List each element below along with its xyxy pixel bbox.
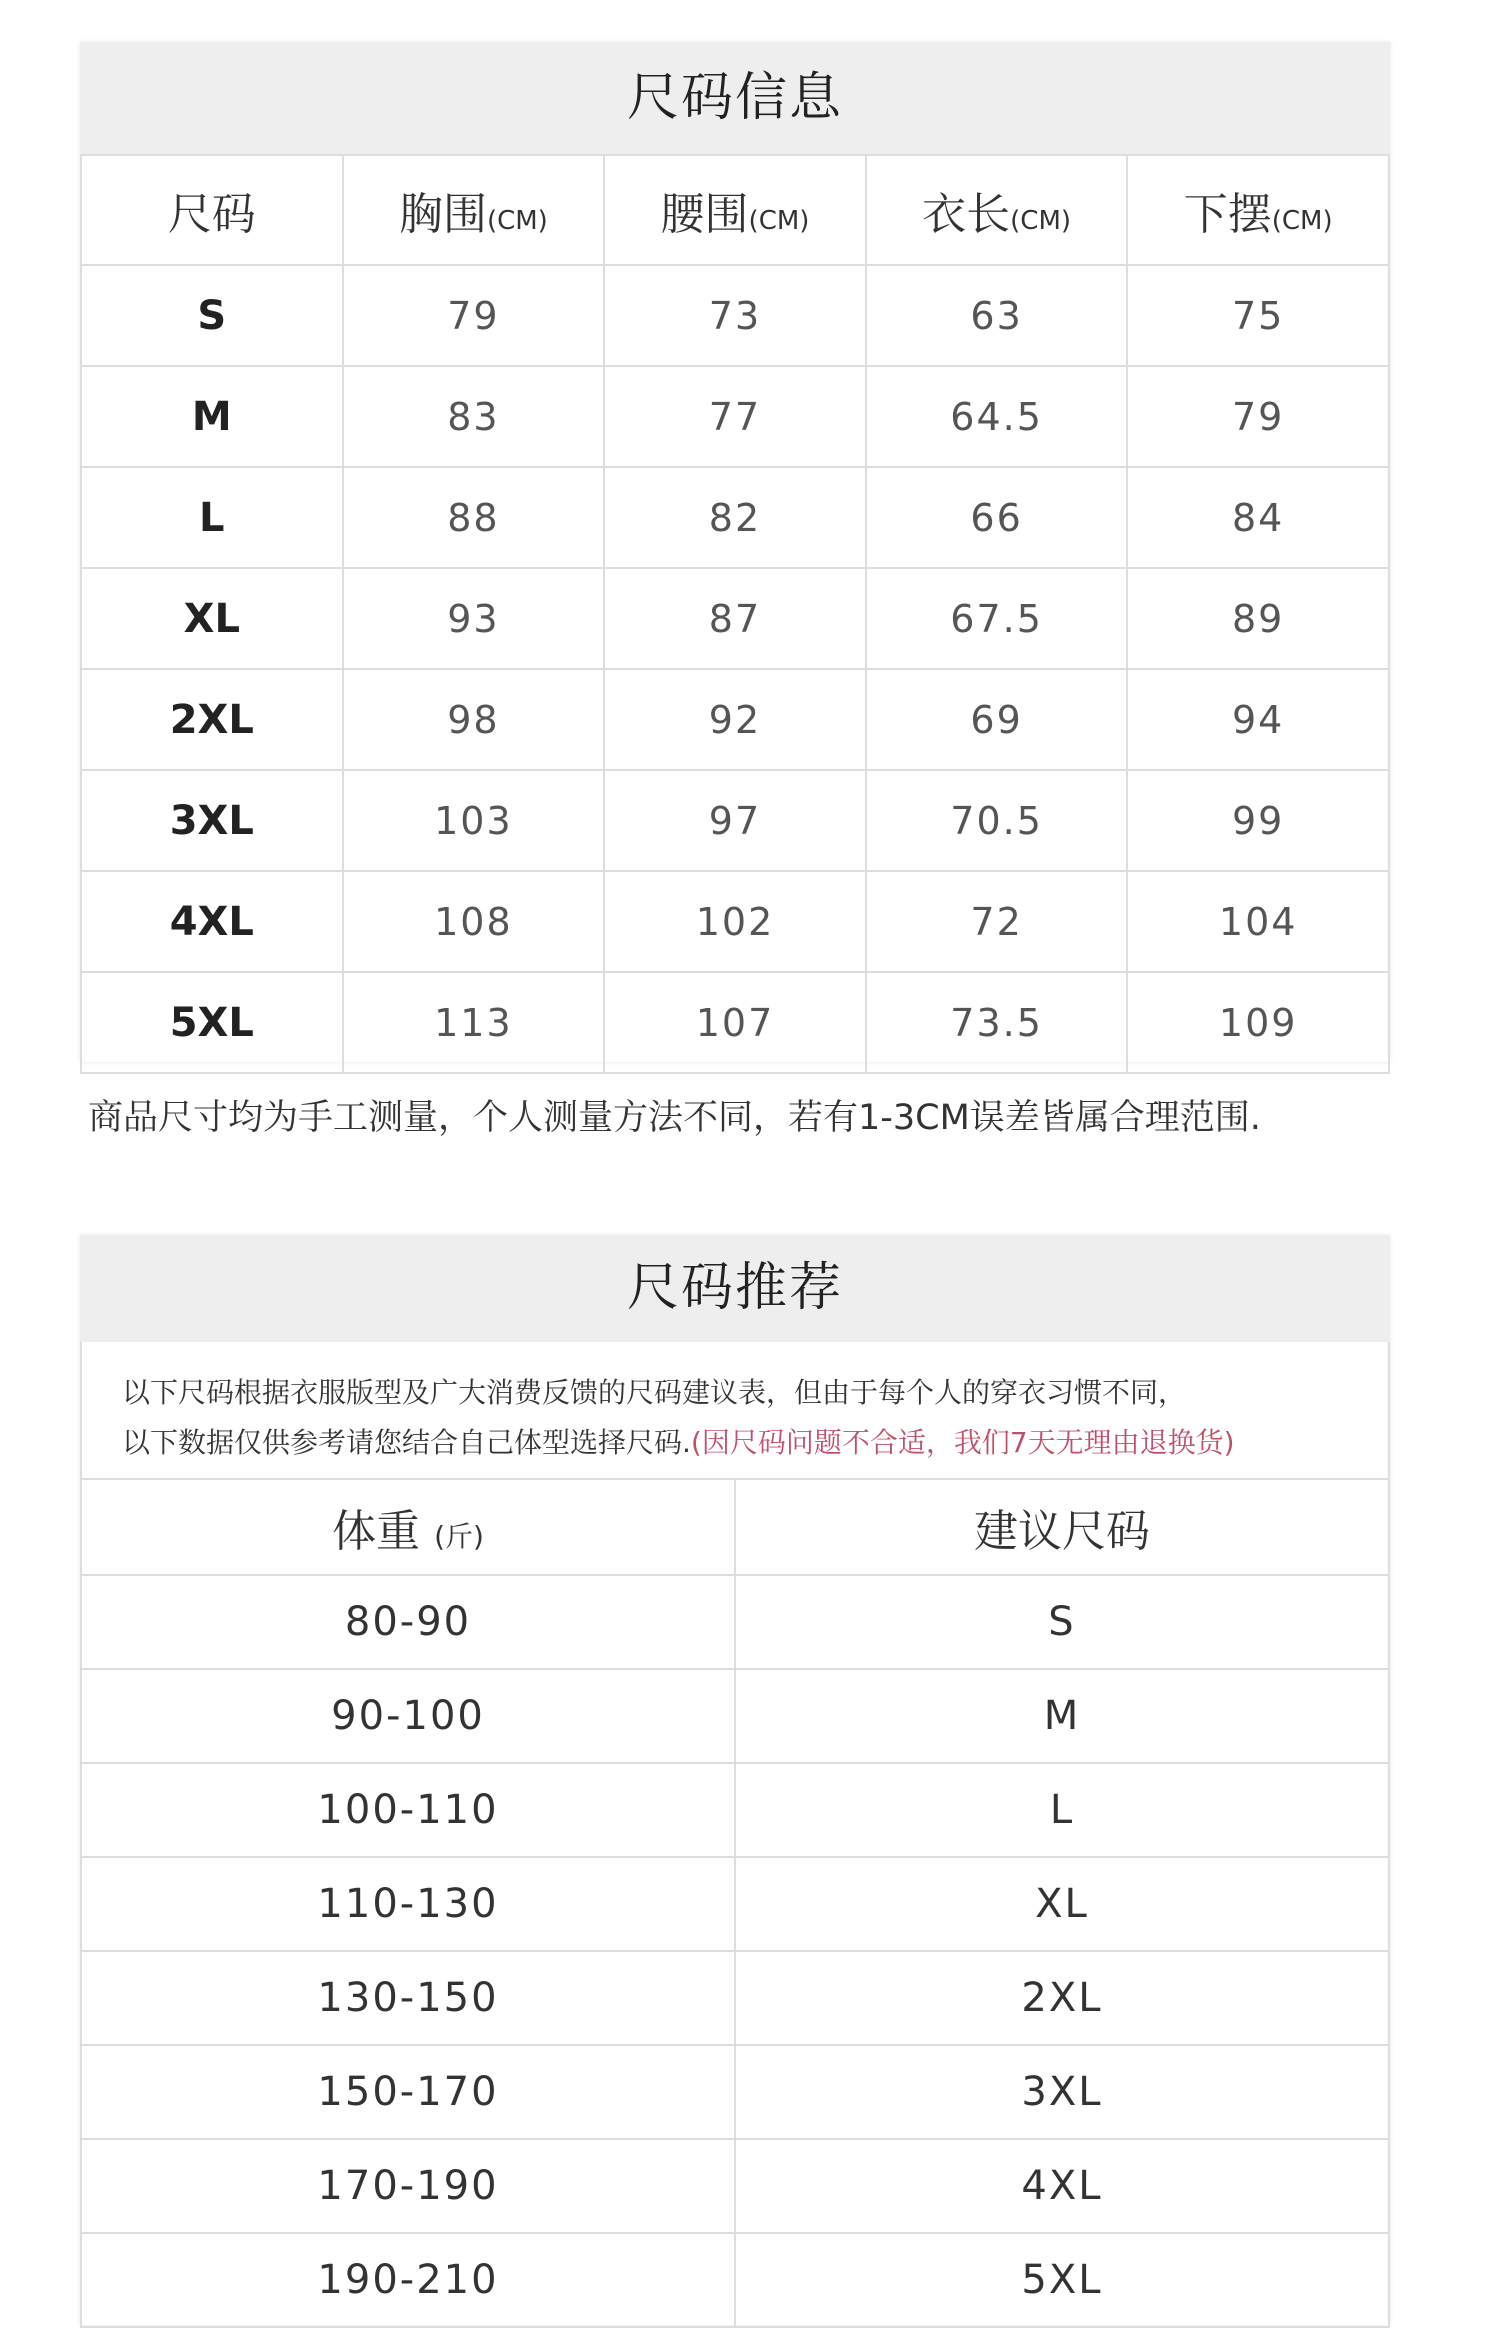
header-weight	[81, 1479, 735, 1575]
hem-cell: 89	[1127, 568, 1389, 669]
size-cell: 5XL	[81, 972, 343, 1073]
table-row	[81, 871, 1389, 972]
size-info-table	[80, 154, 1390, 1074]
suggested-size-cell: 2XL	[735, 1951, 1389, 2045]
length-cell: 73.5	[866, 972, 1128, 1073]
size-cell: 4XL	[81, 871, 343, 972]
chest-cell: 108	[343, 871, 605, 972]
table-row	[81, 265, 1389, 366]
table-row	[81, 2045, 1389, 2139]
waist-cell: 82	[604, 467, 866, 568]
suggested-size-cell: L	[735, 1763, 1389, 1857]
table-row	[81, 2233, 1389, 2327]
chest-cell: 88	[343, 467, 605, 568]
waist-cell: 92	[604, 669, 866, 770]
header-waist	[604, 155, 866, 265]
hem-cell: 94	[1127, 669, 1389, 770]
desc-line-2	[122, 1418, 1348, 1468]
length-cell: 64.5	[866, 366, 1128, 467]
suggested-size-cell: S	[735, 1575, 1389, 1669]
size-info-section	[80, 42, 1390, 1062]
size-cell: XL	[81, 568, 343, 669]
chest-cell: 93	[343, 568, 605, 669]
table-row	[81, 972, 1389, 1073]
suggested-size-cell: XL	[735, 1857, 1389, 1951]
waist-cell: 77	[604, 366, 866, 467]
chest-cell: 79	[343, 265, 605, 366]
header-label: 腰围	[660, 189, 749, 240]
hem-cell: 109	[1127, 972, 1389, 1073]
weight-cell: 170-190	[81, 2139, 735, 2233]
size-cell: 3XL	[81, 770, 343, 871]
size-cell: S	[81, 265, 343, 366]
weight-cell: 110-130	[81, 1857, 735, 1951]
waist-cell: 73	[604, 265, 866, 366]
table-row	[81, 1763, 1389, 1857]
return-policy-note: (因尺码问题不合适，我们7天无理由退换货)	[690, 1426, 1235, 1459]
size-info-title: 尺码信息	[80, 42, 1390, 154]
desc-line-2-text: 以下数据仅供参考请您结合自己体型选择尺码.	[122, 1426, 691, 1459]
header-suggested-size	[735, 1479, 1389, 1575]
table-row	[81, 770, 1389, 871]
header-hem	[1127, 155, 1389, 265]
size-rec-header-row	[81, 1479, 1389, 1575]
hem-cell: 75	[1127, 265, 1389, 366]
length-cell: 72	[866, 871, 1128, 972]
size-rec-table	[80, 1478, 1390, 2328]
size-rec-description	[80, 1342, 1390, 1478]
header-label: 下摆	[1183, 189, 1272, 240]
size-cell: 2XL	[81, 669, 343, 770]
weight-cell: 190-210	[81, 2233, 735, 2327]
table-row	[81, 467, 1389, 568]
chest-cell: 83	[343, 366, 605, 467]
hem-cell: 84	[1127, 467, 1389, 568]
table-row	[81, 1951, 1389, 2045]
weight-cell: 100-110	[81, 1763, 735, 1857]
header-unit: (CM)	[1271, 206, 1333, 236]
size-info-header-row	[81, 155, 1389, 265]
size-cell: L	[81, 467, 343, 568]
size-rec-section	[80, 1235, 1390, 2325]
header-unit: (CM)	[486, 206, 548, 236]
table-row	[81, 568, 1389, 669]
table-row	[81, 1575, 1389, 1669]
header-label: 胸围	[398, 189, 487, 240]
chest-cell: 98	[343, 669, 605, 770]
waist-cell: 87	[604, 568, 866, 669]
table-row	[81, 2139, 1389, 2233]
table-row	[81, 1669, 1389, 1763]
suggested-size-cell: 3XL	[735, 2045, 1389, 2139]
header-label: 衣长	[922, 189, 1011, 240]
header-size	[81, 155, 343, 265]
length-cell: 66	[866, 467, 1128, 568]
header-length	[866, 155, 1128, 265]
header-label: 建议尺码	[974, 1506, 1150, 1557]
table-row	[81, 1857, 1389, 1951]
waist-cell: 97	[604, 770, 866, 871]
size-cell: M	[81, 366, 343, 467]
header-unit: (CM)	[1010, 206, 1072, 236]
header-label: 尺码	[167, 189, 256, 240]
waist-cell: 102	[604, 871, 866, 972]
hem-cell: 99	[1127, 770, 1389, 871]
chest-cell: 103	[343, 770, 605, 871]
table-row	[81, 669, 1389, 770]
weight-cell: 150-170	[81, 2045, 735, 2139]
length-cell: 63	[866, 265, 1128, 366]
length-cell: 67.5	[866, 568, 1128, 669]
weight-cell: 90-100	[81, 1669, 735, 1763]
weight-cell: 80-90	[81, 1575, 735, 1669]
size-rec-title: 尺码推荐	[80, 1235, 1390, 1342]
hem-cell: 79	[1127, 366, 1389, 467]
length-cell: 70.5	[866, 770, 1128, 871]
header-label: 体重	[332, 1506, 421, 1557]
hem-cell: 104	[1127, 871, 1389, 972]
header-unit: (CM)	[748, 206, 810, 236]
header-chest	[343, 155, 605, 265]
desc-line-1: 以下尺码根据衣服版型及广大消费反馈的尺码建议表，但由于每个人的穿衣习惯不同，	[122, 1376, 1187, 1409]
suggested-size-cell: 4XL	[735, 2139, 1389, 2233]
table-row	[81, 366, 1389, 467]
weight-cell: 130-150	[81, 1951, 735, 2045]
waist-cell: 107	[604, 972, 866, 1073]
suggested-size-cell: 5XL	[735, 2233, 1389, 2327]
header-unit: (斤)	[434, 1520, 484, 1553]
suggested-size-cell: M	[735, 1669, 1389, 1763]
measurement-note: 商品尺寸均为手工测量，个人测量方法不同，若有1-3CM误差皆属合理范围.	[88, 1098, 1261, 1138]
chest-cell: 113	[343, 972, 605, 1073]
length-cell: 69	[866, 669, 1128, 770]
